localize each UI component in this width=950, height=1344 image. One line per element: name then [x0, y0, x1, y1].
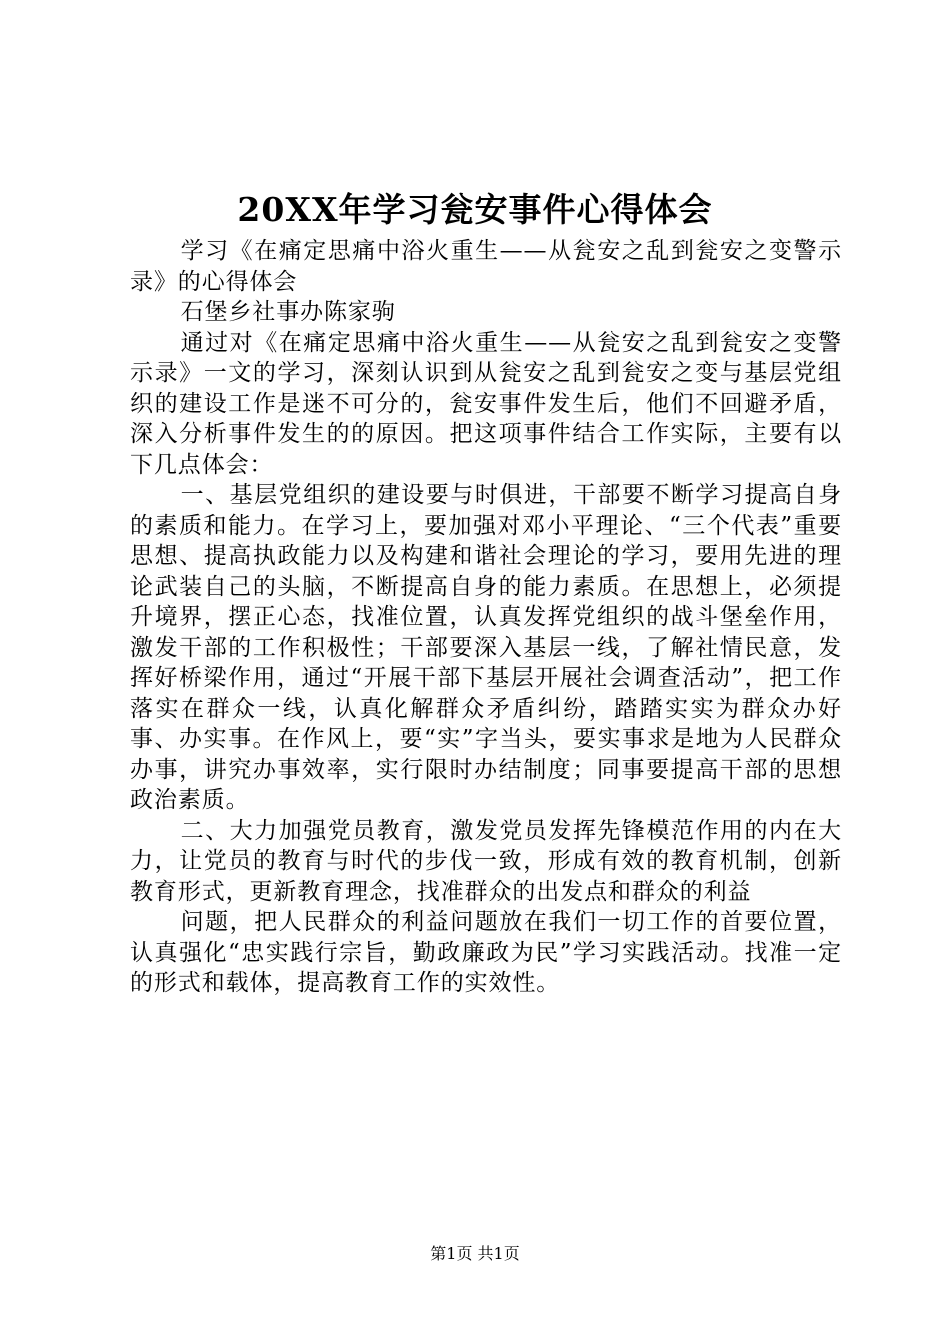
paragraph-point-one: 一、基层党组织的建设要与时俱进，干部要不断学习提高自身的素质和能力。在学习上，要加强对邓小平理论、“三个代表”重要思想、提高执政能力以及构建和谐社会理论的学习，要用先进的理论武装自己的头脑，不断提高自身的能力素质。在思想上，必须提升境界，摆正心态，找准位置，认真发挥党组织的战斗堡垒作用，激发干部的工作积极性；干部要深入基层一线，了解社情民意，发挥好桥梁作用，通过“开展干部下基层开展社会调查活动”，把工作落实在群众一线，认真化解群众矛盾纠纷，踏踏实实为群众办好事、办实事。在作风上，要“实”字当头，要实事求是地为人民群众办事，讲究办事效率，实行限时办结制度；同事要提高干部的思想政治素质。 [130, 482, 842, 813]
paragraph-author: 石堡乡社事办陈家驹 [180, 299, 396, 325]
paragraph-point-two: 二、大力加强党员教育，激发党员发挥先锋模范作用的内在大力，让党员的教育与时代的步伐一致，形成有效的教育机制，创新教育形式，更新教育理念，找准群众的出发点和群众的利益 [130, 817, 842, 905]
paragraph-heading: 学习《在痛定思痛中浴火重生——从瓮安之乱到瓮安之变警示录》的心得体会 [130, 238, 842, 295]
paragraph-continuation: 问题，把人民群众的利益问题放在我们一切工作的首要位置，认真强化“忠实践行宗旨，勤政廉政为民”学习实践活动。找准一定的形式和载体，提高教育工作的实效性。 [130, 909, 842, 996]
page-footer: 第1页 共1页 [430, 1244, 520, 1263]
document-title: 20XX年学习瓮安事件心得体会 [237, 190, 713, 229]
paragraph-intro: 通过对《在痛定思痛中浴火重生——从瓮安之乱到瓮安之变警示录》一文的学习，深刻认识到从瓮安之乱到瓮安之变与基层党组织的建设工作是迷不可分的，瓮安事件发生后，他们不回避矛盾，深入分析事件发生的的原因。把这项事件结合工作实际，主要有以下几点体会： [130, 329, 842, 478]
document-body [130, 236, 842, 999]
